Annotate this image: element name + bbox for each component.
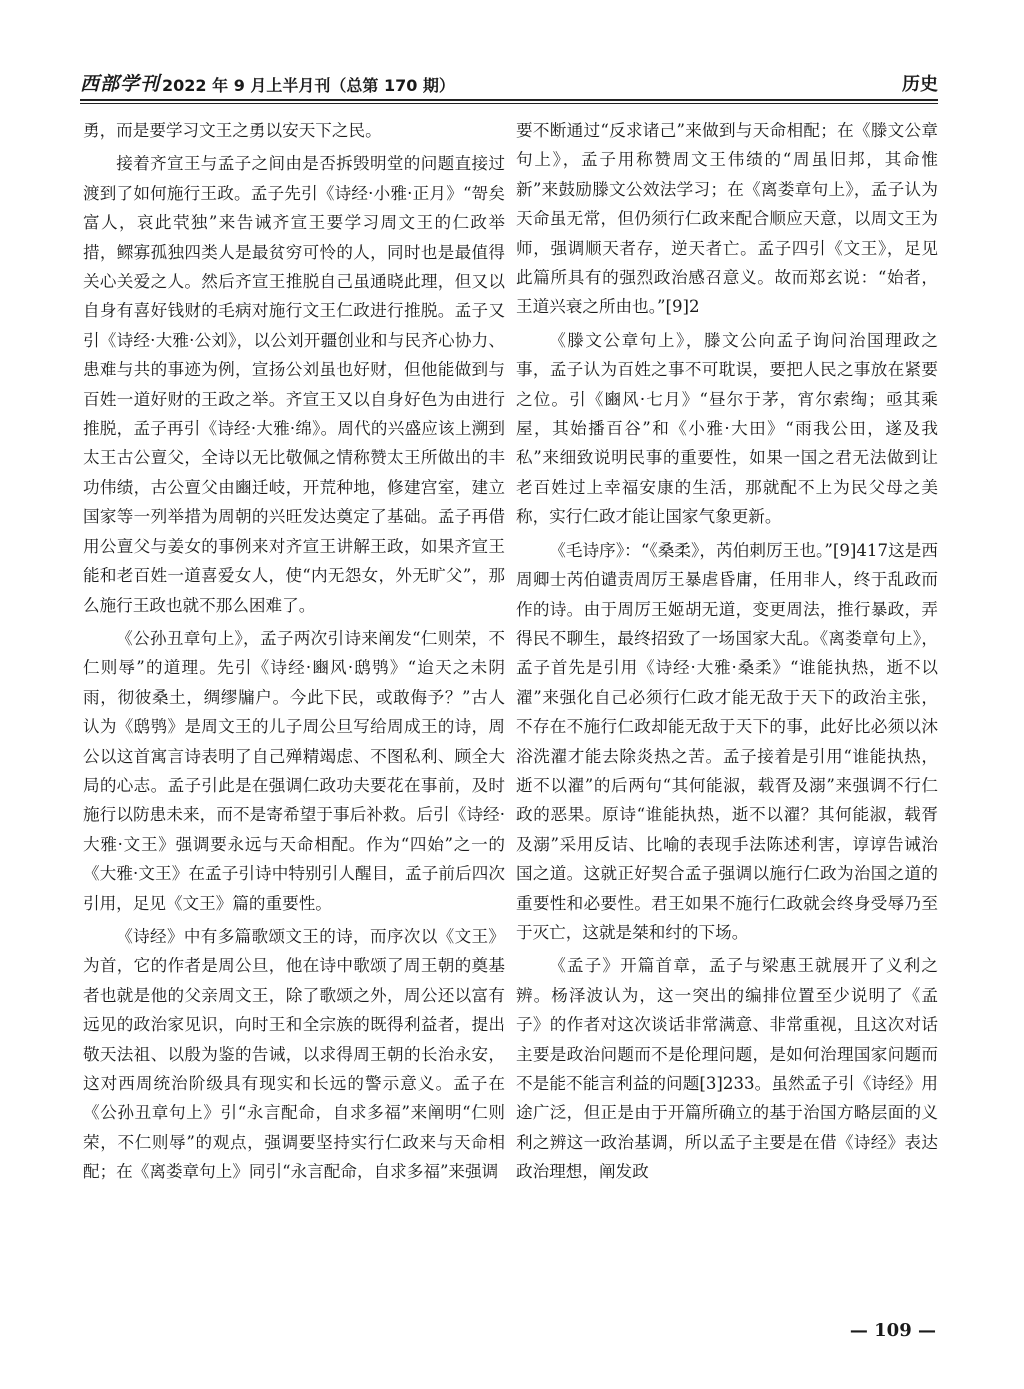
paragraph: 《毛诗序》：“《桑柔》，芮伯刺厉王也。”[9]417这是西周卿士芮伯谴责周厉王暴虐昏庸，任用非人，终于乱政而作的诗。由于周厉王姬胡无道，变更周法，推行暴政，弄得民不聊生，最终招致了一场国家大乱。《离娄章句上》，孟子首先是引用《诗经·大雅·桑柔》“谁能执热，逝不以濯”来强化自己必须行仁政才能无敌于天下的政治主张，不存在不施行仁政却能无敌于天下的事，此好比必须以沐浴洗濯才能去除炎热之苦。孟子接着是引用“谁能执热，逝不以濯”的后两句“其何能淑，载胥及溺”来强调不行仁政的恶果。原诗“谁能执热，逝不以濯？其何能淑，载胥及溺”采用反诘、比喻的表现手法陈述利害，谆谆告诫治国之道。这就正好契合孟子强调以施行仁政为治国之道的重要性和必要性。君王如果不施行仁政就会终身受辱乃至于灭亡，这就是桀和纣的下场。 — [516, 540, 938, 942]
paragraph: 《诗经》中有多篇歌颂文王的诗，而序次以《文王》为首，它的作者是周公旦，他在诗中歌颂了周王朝的奠基者也就是他的父亲周文王，除了歌颂之外，周公还以富有远见的政治家见识，向时王和全宗族的既得利益者，提出敬天法祖、以殷为鉴的告诫，以求得周王朝的长治永安，这对西周统治阶级具有现实和长远的警示意义。孟子在《公孙丑章句上》引“永言配命，自求多福”来阐明“仁则荣，不仁则辱”的观点，强调要坚持实行仁政来与天命相配；在《离娄章句上》同引“永言配命，自求多福”来强调 — [83, 926, 505, 1182]
header-left — [80, 69, 455, 96]
paragraph: 接着齐宣王与孟子之间由是否拆毁明堂的问题直接过渡到了如何施行王政。孟子先引《诗经·小雅·正月》“哿矣富人，哀此茕独”来告诫齐宣王要学习周文王的仁政举措，鳏寡孤独四类人是最贫穷可怜的人，同时也是最值得关心关爱之人。然后齐宣王推脱自己虽通晓此理，但又以自身有喜好钱财的毛病对施行文王仁政进行推脱。孟子又引《诗经·大雅·公刘》，以公刘开疆创业和与民齐心协力、患难与共的事迹为例，宣扬公刘虽也好财，但他能做到与百姓一道好财的王政之举。齐宣王又以自身好色为由进行推脱，孟子再引《诗经·大雅·绵》。周代的兴盛应该上溯到太王古公亶父，全诗以无比敬佩之情称赞太王所做出的丰功伟绩，古公亶父由豳迁岐，开荒种地，修建宫室，建立国家等一列举措为周朝的兴旺发达奠定了基础。孟子再借用公亶父与姜女的事例来对齐宣王讲解王政，如果齐宣王能和老百姓一道喜爱女人，使“内无怨女，外无旷父”，那么施行王政也就不那么困难了。 — [83, 154, 505, 615]
journal-logo: 西部学刊 — [80, 73, 161, 95]
section-title: 历史 — [902, 74, 938, 95]
right-column — [516, 116, 938, 1187]
paragraph: 《滕文公章句上》，滕文公向孟子询问治国理政之事，孟子认为百姓之事不可耽误，要把人民之事放在紧要之位。引《豳风·七月》“昼尔于茅，宵尔索绹；亟其乘屋，其始播百谷”和《小雅·大田》“雨我公田，遂及我私”来细致说明民事的重要性，如果一国之君无法做到让老百姓过上幸福安康的生活，那就配不上为民父母之美称，实行仁政才能让国家气象更新。 — [516, 330, 938, 527]
page-header — [80, 68, 938, 96]
page-number: — 109 — — [849, 1320, 936, 1341]
issue-info: 2022 年 9 月上半月刊（总第 170 期） — [162, 76, 455, 95]
header-rule-thin — [80, 103, 938, 104]
paragraph: 要不断通过“反求诸己”来做到与天命相配；在《滕文公章句上》，孟子用称赞周文王伟绩的“周虽旧邦，其命惟新”来鼓励滕文公效法学习；在《离娄章句上》，孟子认为天命虽无常，但仍须行仁政来配合顺应天意，以周文王为师，强调顺天者存，逆天者亡。孟子四引《文王》，足见此篇所具有的强烈政治感召意义。故而郑玄说：“始者，王道兴衰之所由也。”[9]2 — [516, 121, 938, 317]
header-rule-thick — [80, 99, 938, 101]
paragraph: 《孟子》开篇首章，孟子与梁惠王就展开了义利之辨。杨泽波认为，这一突出的编排位置至少说明了《孟子》的作者对这次谈话非常满意、非常重视，且这次对话主要是政治问题而不是伦理问题，是如何治理国家问题而不是能不能言利益的问题[3]233。虽然孟子引《诗经》用途广泛，但正是由于开篇所确立的基于治国方略层面的义利之辨这一政治基调，所以孟子主要是在借《诗经》表达政治理想，阐发政 — [516, 956, 938, 1182]
paragraph: 勇，而是要学习文王之勇以安天下之民。 — [83, 121, 382, 140]
left-column — [83, 116, 505, 1191]
paragraph: 《公孙丑章句上》，孟子两次引诗来阐发“仁则荣，不仁则辱”的道理。先引《诗经·豳风·鸱鸮》“迨天之未阴雨，彻彼桑土，绸缪牖户。今此下民，或敢侮予？”古人认为《鸱鸮》是周文王的儿子周公旦写给周成王的诗，周公以这首寓言诗表明了自己殚精竭虑、不图私利、顾全大局的心志。孟子引此是在强调仁政功夫要花在事前，及时施行以防患未来，而不是寄希望于事后补救。后引《诗经·大雅·文王》强调要永远与天命相配。作为“四始”之一的《大雅·文王》在孟子引诗中特别引人醒目，孟子前后四次引用，足见《文王》篇的重要性。 — [83, 628, 505, 913]
